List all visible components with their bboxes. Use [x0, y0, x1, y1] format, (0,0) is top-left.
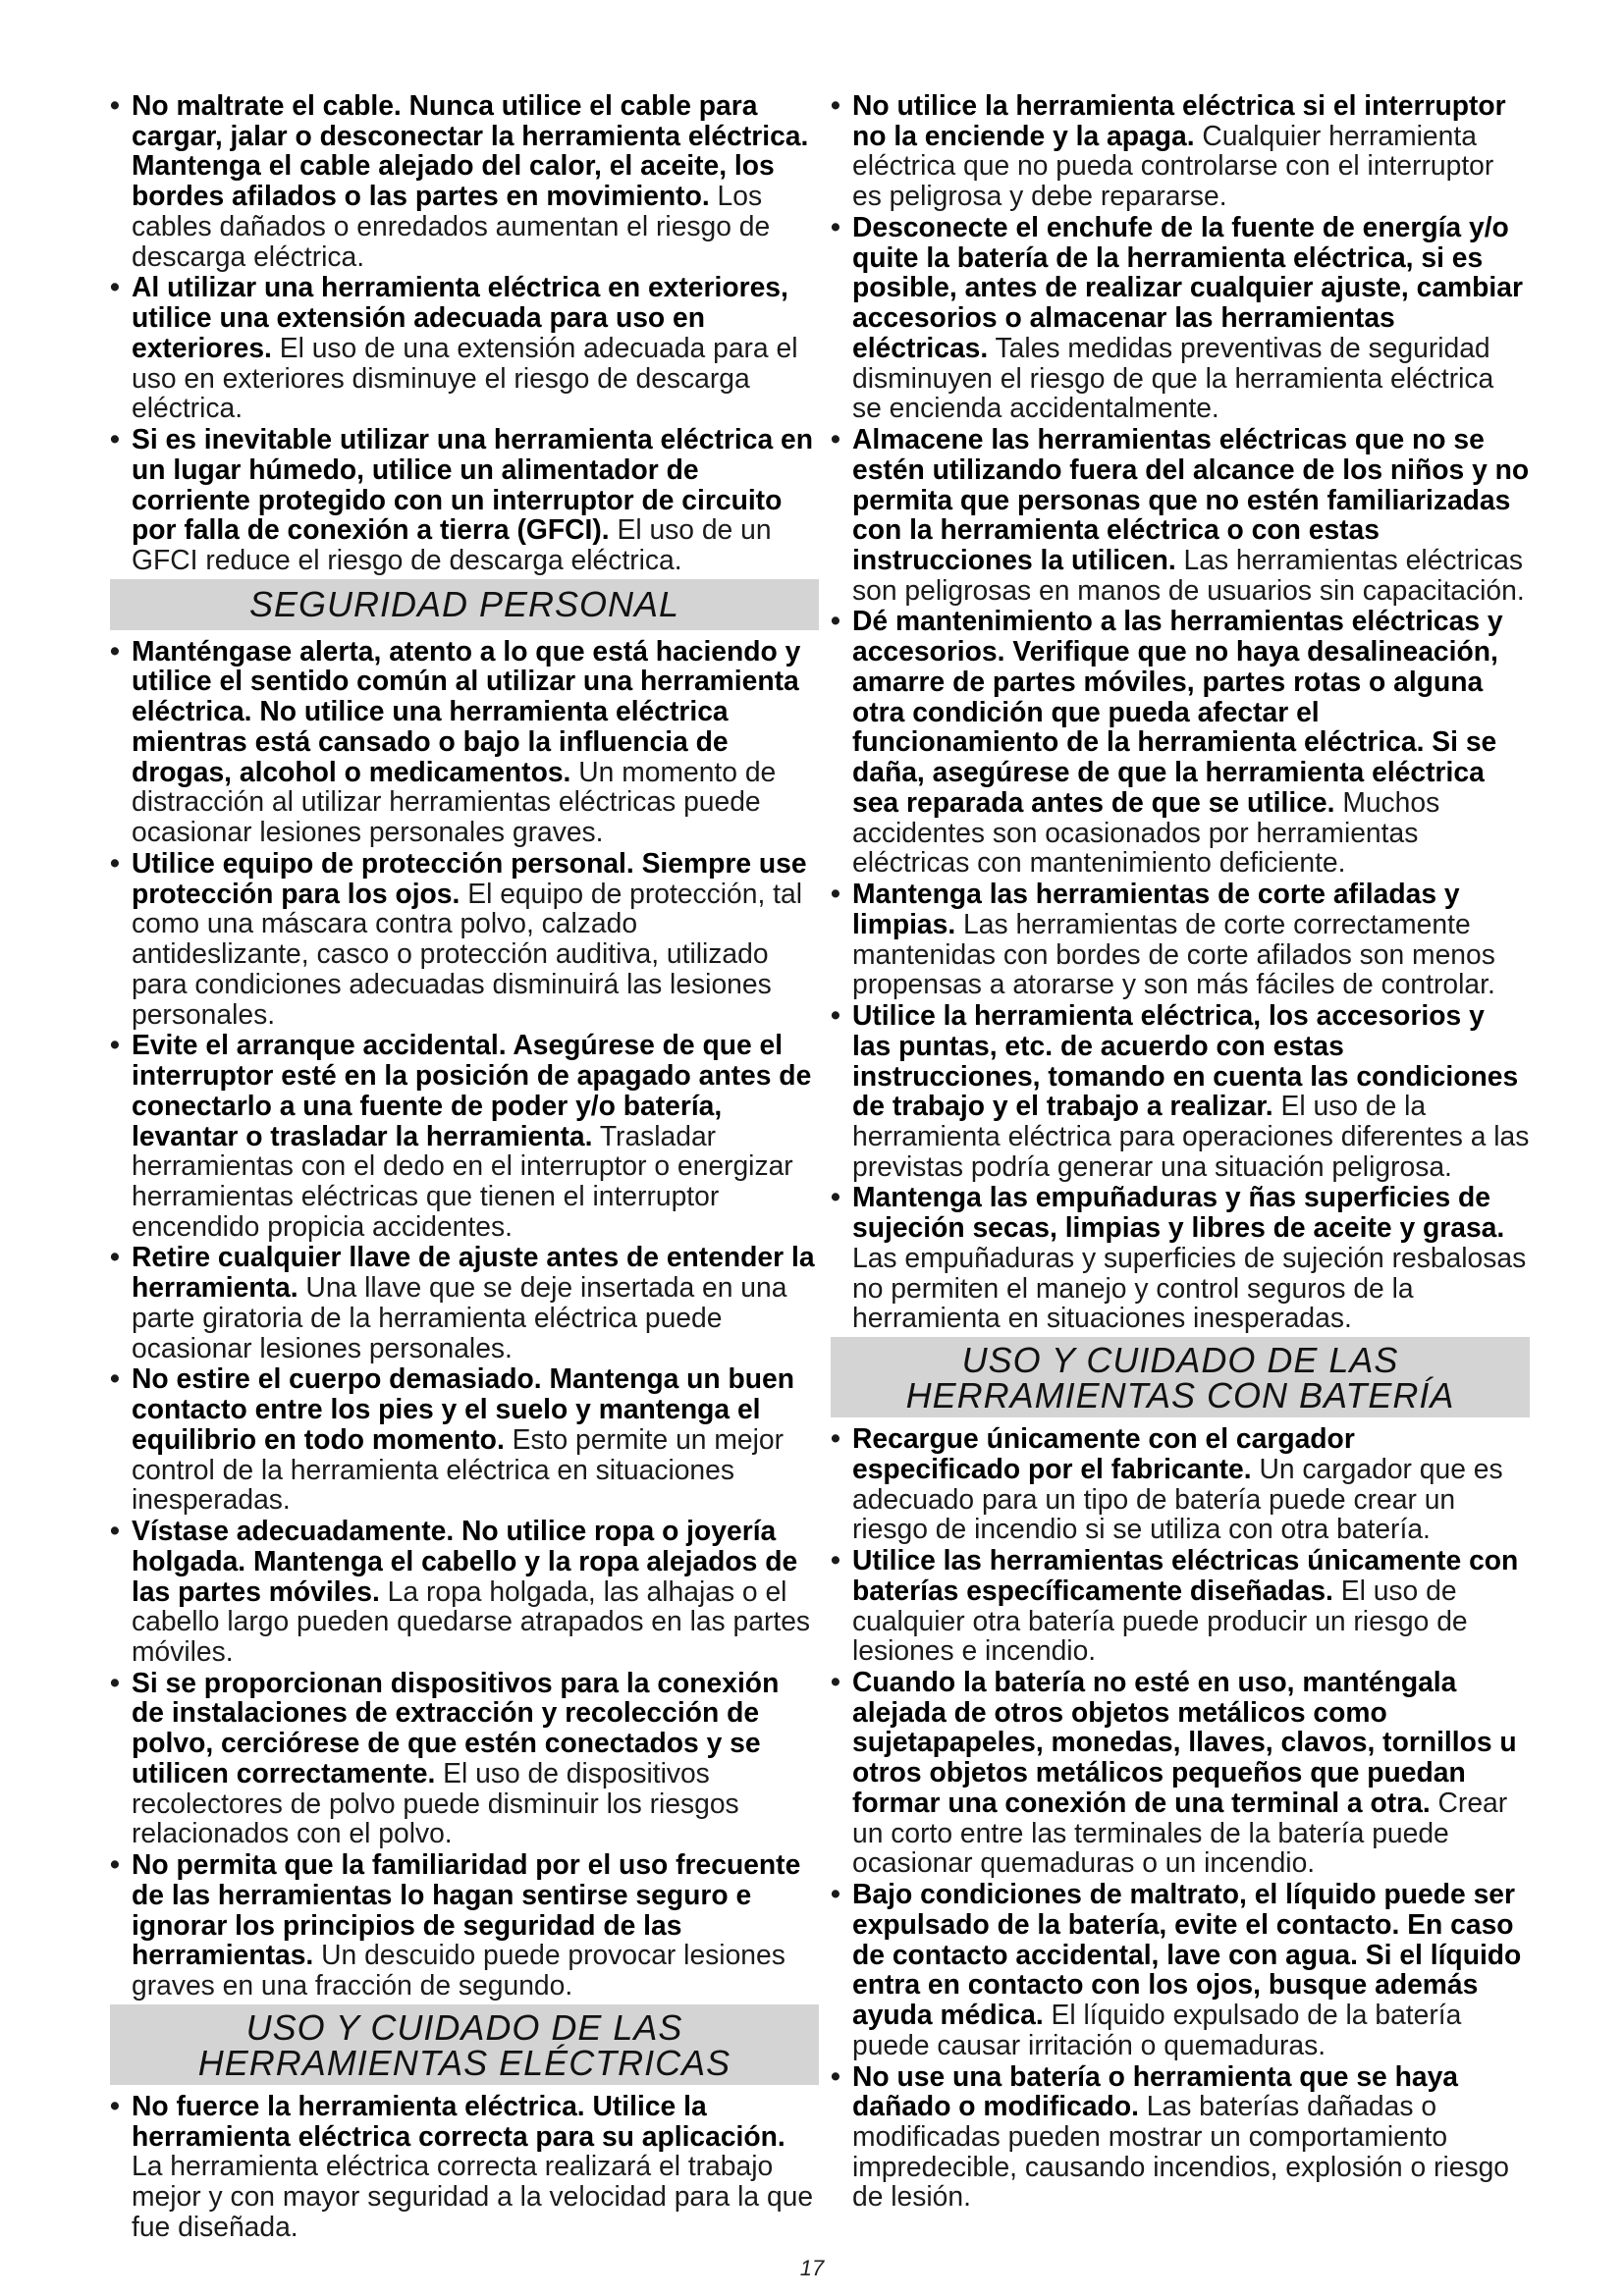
- bullet-bold-text: Recargue únicamente con el cargador especificado por el fabricante.: [852, 1422, 1355, 1484]
- bullet-plain-text: Las baterías dañadas o modificadas pueden mostrar un comportamiento impredecible, causando incendios, explosión o riesgo de lesión.: [852, 2090, 1509, 2213]
- bullet-item: [831, 879, 1530, 999]
- bullet-item: [110, 1516, 819, 1667]
- bullet-item: [831, 1545, 1530, 1666]
- bullet-bold-text: Al utilizar una herramienta eléctrica en exteriores, utilice una extensión adecuada para uso en exteriores.: [132, 271, 788, 363]
- bullet-item: [831, 1879, 1530, 2059]
- bullet-plain-text: Trasladar herramientas con el dedo en el interruptor o energizar herramientas eléctricas que tienen el interruptor encendido propicia accidentes.: [132, 1119, 793, 1242]
- bullet-bold-text: Bajo condiciones de maltrato, el líquido puede ser expulsado de la batería, evite el contacto. En caso de contacto accidental, lave con agua. Si el líquido entra en contacto con los ojos, busque además ayuda médica.: [852, 1878, 1522, 2031]
- bullet-plain-text: El uso de un GFCI reduce el riesgo de descarga eléctrica.: [132, 513, 772, 576]
- section-heading-line: HERRAMIENTAS ELÉCTRICAS: [197, 2042, 731, 2083]
- section-heading-line: USO Y CUIDADO DE LAS: [961, 1340, 1399, 1381]
- bullet-icon: •: [110, 1029, 120, 1061]
- bullet-icon: •: [110, 2089, 120, 2121]
- bullet-item: [110, 1849, 819, 2001]
- bullet-item: [831, 1000, 1530, 1181]
- section-heading-line: USO Y CUIDADO DE LAS: [245, 2006, 683, 2048]
- bullet-item: [110, 90, 819, 271]
- bullet-plain-text: Las herramientas eléctricas son peligrosas en manos de usuarios sin capacitación.: [852, 544, 1525, 606]
- bullet-bold-text: Manténgase alerta, atento a lo que está haciendo y utilice el sentido común al utilizar una herramienta eléctrica. No utilice una herramienta eléctrica mientras está cansado o bajo la influencia de drogas, alcohol o medicamentos.: [132, 634, 801, 787]
- bullet-icon: •: [110, 634, 120, 667]
- bullet-bold-text: No use una batería o herramienta que se haya dañado o modificado.: [852, 2059, 1459, 2122]
- bullet-plain-text: El uso de cualquier otra batería puede producir un riesgo de lesiones e incendio.: [852, 1574, 1468, 1667]
- bullet-plain-text: La herramienta eléctrica correcta realizará el trabajo mejor y con mayor seguridad a la velocidad para la que fue diseñada.: [132, 2150, 814, 2242]
- bullet-plain-text: Los cables dañados o enredados aumentan el riesgo de descarga eléctrica.: [132, 180, 771, 272]
- bullet-plain-text: Un descuido puede provocar lesiones graves en una fracción de segundo.: [132, 1939, 785, 2002]
- bullet-icon: •: [110, 1362, 120, 1395]
- bullet-icon: •: [110, 1666, 120, 1698]
- bullet-bold-text: Retire cualquier llave de ajuste antes de entender la herramienta.: [132, 1241, 815, 1304]
- bullet-item: [110, 1363, 819, 1515]
- bullet-plain-text: El equipo de protección, tal como una máscara contra polvo, calzado antideslizante, casco o protección auditiva, utilizado para condiciones adecuadas disminuirá las lesiones personales.: [132, 877, 803, 1030]
- bullet-plain-text: Muchos accidentes son ocasionados por herramientas eléctricas con mantenimiento deficiente.: [852, 785, 1440, 879]
- bullet-bold-text: Si es inevitable utilizar una herramienta eléctrica en un lugar húmedo, utilice un alimentador de corriente protegido con un interruptor de circuito por falla de conexión a tierra (GFCI).: [132, 423, 813, 546]
- bullet-bold-text: No utilice la herramienta eléctrica si el interruptor no la enciende y la apaga.: [852, 89, 1506, 151]
- bullet-plain-text: La ropa holgada, las alhajas o el cabello largo pueden quedarse atrapados en las partes móviles.: [132, 1575, 811, 1667]
- bullet-plain-text: Un cargador que es adecuado para un tipo de batería puede crear un riesgo de incendio si se utiliza con otra batería.: [852, 1452, 1503, 1545]
- bullet-bold-text: Mantenga las herramientas de corte afiladas y limpias.: [852, 878, 1460, 939]
- bullet-bold-text: Cuando la batería no esté en uso, manténgala alejada de otros objetos metálicos como sujetapapeles, monedas, llaves, clavos, tornillos u otros objetos metálicos pequeños que puedan formar una conexión de una terminal a otra.: [852, 1665, 1517, 1818]
- bullet-bold-text: Utilice las herramientas eléctricas únicamente con baterías específicamente diseñadas.: [852, 1544, 1519, 1606]
- section-heading-line: SEGURIDAD PERSONAL: [248, 583, 680, 624]
- bullet-item: [110, 1242, 819, 1362]
- bullet-icon: •: [831, 1422, 840, 1455]
- bullet-bold-text: Dé mantenimiento a las herramientas eléctricas y accesorios. Verifique que no haya desalineación, amarre de partes móviles, partes rotas o alguna otra condición que pueda afectar el funcionamiento de la herramienta eléctrica. Si se daña, asegúrese de que la herramienta eléctrica sea reparada antes de que se utilice.: [852, 605, 1503, 818]
- bullet-icon: •: [110, 1515, 120, 1547]
- bullet-plain-text: El líquido expulsado de la batería puede causar irritación o quemaduras.: [852, 1999, 1462, 2060]
- bullet-icon: •: [831, 1544, 840, 1576]
- bullet-item: [831, 1423, 1530, 1544]
- bullet-plain-text: El uso de una extensión adecuada para el uso en exteriores disminuye el riesgo de descarga eléctrica.: [132, 331, 798, 424]
- bullet-icon: •: [831, 605, 840, 637]
- bullet-item: [831, 1182, 1530, 1333]
- bullet-bold-text: Vístase adecuadamente. No utilice ropa o joyería holgada. Mantenga el cabello y la ropa alejados de las partes móviles.: [132, 1515, 798, 1607]
- bullet-icon: •: [831, 423, 840, 455]
- bullet-plain-text: Esto permite un mejor control de la herramienta eléctrica en situaciones inesperadas.: [132, 1422, 784, 1516]
- bullet-item: [831, 1667, 1530, 1878]
- section-heading-line: HERRAMIENTAS CON BATERÍA: [905, 1375, 1455, 1416]
- bullet-item: [110, 1668, 819, 1848]
- bullet-icon: •: [110, 1848, 120, 1881]
- bullet-plain-text: El uso de dispositivos recolectores de polvo puede disminuir los riesgos relacionados con el polvo.: [132, 1756, 739, 1849]
- bullet-plain-text: Tales medidas preventivas de seguridad disminuyen el riesgo de que la herramienta eléctrica se encienda accidentalmente.: [852, 331, 1494, 424]
- bullet-bold-text: Almacene las herramientas eléctricas que no se estén utilizando fuera del alcance de los niños y no permita que personas que no estén familiarizadas con la herramienta eléctrica o con estas instrucciones la utilicen.: [852, 423, 1530, 576]
- bullet-item: [110, 636, 819, 847]
- bullet-icon: •: [110, 423, 120, 455]
- bullet-bold-text: Desconecte el enchufe de la fuente de energía y/o quite la batería de la herramienta eléctrica, si es posible, antes de realizar cualquier ajuste, cambiar accesorios o almacenar las herramientas eléctricas.: [852, 210, 1523, 363]
- bullet-plain-text: Una llave que se deje insertada en una parte giratoria de la herramienta eléctrica puede ocasionar lesiones personales.: [132, 1271, 787, 1363]
- bullet-plain-text: Un momento de distracción al utilizar herramientas eléctricas puede ocasionar lesiones personales graves.: [132, 755, 777, 848]
- bullet-icon: •: [110, 271, 120, 303]
- bullet-item: [831, 2061, 1530, 2213]
- bullet-bold-text: Utilice la herramienta eléctrica, los accesorios y las puntas, etc. de acuerdo con estas instrucciones, tomando en cuenta las condiciones de trabajo y el trabajo a realizar.: [852, 999, 1519, 1122]
- bullet-icon: •: [831, 878, 840, 910]
- bullet-bold-text: Si se proporcionan dispositivos para la conexión de instalaciones de extracción y recolección de polvo, cerciórese de que estén conectados y se utilicen correctamente.: [132, 1666, 780, 1789]
- bullet-item: [831, 606, 1530, 878]
- bullet-icon: •: [110, 89, 120, 121]
- bullet-bold-text: No maltrate el cable. Nunca utilice el cable para cargar, jalar o desconectar la herramienta eléctrica. Mantenga el cable alejado del calor, el aceite, los bordes afilados o las partes en movimiento.: [132, 89, 809, 212]
- right-column: [831, 90, 1530, 2213]
- section-heading: [110, 2004, 819, 2085]
- bullet-icon: •: [110, 1241, 120, 1273]
- bullet-bold-text: Utilice equipo de protección personal. Siempre use protección para los ojos.: [132, 846, 807, 909]
- bullet-plain-text: Las herramientas de corte correctamente mantenidas con bordes de corte afilados son menos propensas a atorarse y son más fáciles de controlar.: [852, 907, 1495, 1000]
- bullet-item: [831, 90, 1530, 211]
- left-column: [110, 90, 819, 2242]
- section-heading: [831, 1337, 1530, 1417]
- bullet-bold-text: Evite el arranque accidental. Asegúrese de que el interruptor esté en la posición de apagado antes de conectarlo a una fuente de poder y/o batería, levantar o trasladar la herramienta.: [132, 1029, 812, 1151]
- bullet-icon: •: [831, 1665, 840, 1697]
- bullet-plain-text: Las empuñaduras y superficies de sujeción resbalosas no permiten el manejo y control seguros de la herramienta en situaciones inesperadas.: [852, 1241, 1527, 1334]
- bullet-plain-text: El uso de la herramienta eléctrica para operaciones diferentes a las previstas podría generar una situación peligrosa.: [852, 1090, 1530, 1182]
- bullet-item: [110, 424, 819, 575]
- bullet-bold-text: No permita que la familiaridad por el uso frecuente de las herramientas lo hagan sentirse seguro e ignorar los principios de seguridad de las herramientas.: [132, 1848, 801, 1971]
- bullet-bold-text: No estire el cuerpo demasiado. Mantenga un buen contacto entre los pies y el suelo y mantenga el equilibrio en todo momento.: [132, 1362, 794, 1455]
- bullet-plain-text: Cualquier herramienta eléctrica que no pueda controlarse con el interruptor es peligrosa y debe repararse.: [852, 119, 1494, 212]
- bullet-icon: •: [831, 210, 840, 242]
- bullet-icon: •: [831, 1878, 840, 1910]
- bullet-item: [110, 1030, 819, 1241]
- bullet-bold-text: No fuerce la herramienta eléctrica. Utilice la herramienta eléctrica correcta para su aplicación.: [132, 2089, 785, 2152]
- bullet-icon: •: [110, 846, 120, 879]
- bullet-item: [110, 848, 819, 1029]
- bullet-item: [110, 272, 819, 423]
- bullet-icon: •: [831, 1181, 840, 1213]
- bullet-item: [831, 212, 1530, 423]
- bullet-icon: •: [831, 89, 840, 121]
- section-heading: [110, 579, 819, 630]
- page-number: 17: [799, 2256, 825, 2280]
- bullet-icon: •: [831, 2059, 840, 2092]
- bullet-item: [110, 2091, 819, 2242]
- bullet-plain-text: Crear un corto entre las terminales de la batería puede ocasionar quemaduras o un incendio.: [852, 1786, 1508, 1879]
- bullet-bold-text: Mantenga las empuñaduras y ñas superficies de sujeción secas, limpias y libres de aceite y grasa.: [852, 1181, 1505, 1244]
- bullet-icon: •: [831, 999, 840, 1032]
- bullet-item: [831, 424, 1530, 605]
